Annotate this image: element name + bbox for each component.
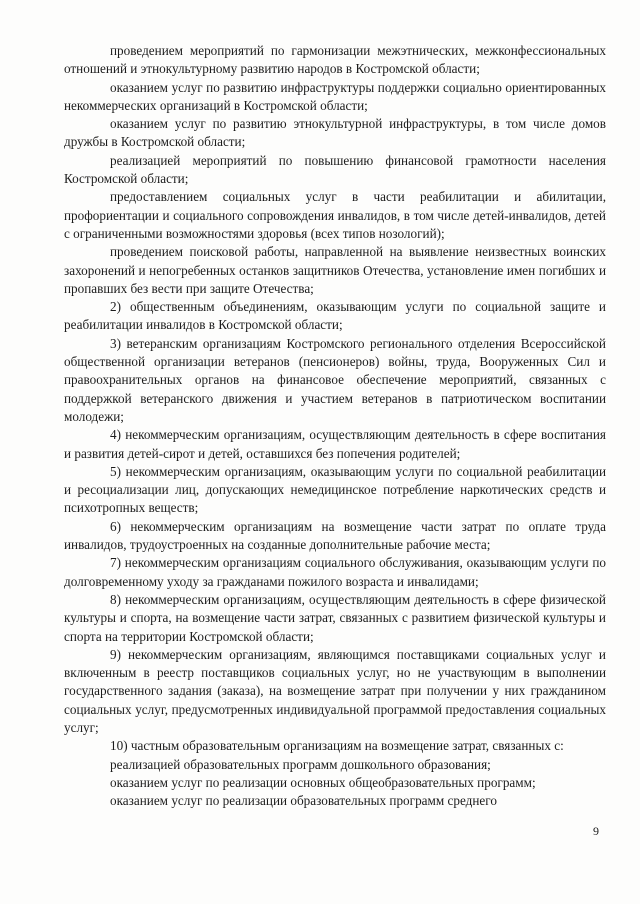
- paragraph: 8) некоммерческим организациям, осуществляющим деятельность в сфере физической культуры и спорта, на возмещение части затрат, связанных с развитием физической культуры и спорта на территории Костромской области;: [64, 591, 606, 644]
- paragraph: оказанием услуг по развитию этнокультурной инфраструктуры, в том числе домов дружбы в Костромской области;: [64, 116, 606, 150]
- paragraph: 3) ветеранским организациям Костромского регионального отделения Всероссийской общественной организации ветеранов (пенсионеров) войны, труда, Вооруженных Сил и правоохранительных органов на финансовое обеспечение мероприятий, связанных с поддержкой ветеранского движения и участием ветеранов в патриотическом воспитании молодежи;: [64, 335, 606, 424]
- paragraph: 5) некоммерческим организациям, оказывающим услуги по социальной реабилитации и ресоциализации лиц, допускающих немедицинское потребление наркотических средств и психотропных веществ;: [64, 463, 606, 516]
- paragraph: оказанием услуг по развитию инфраструктуры поддержки социально ориентированных некоммерческих организаций в Костромской области;: [64, 79, 606, 113]
- paragraph: 10) частным образовательным организациям на возмещение затрат, связанных с:: [110, 738, 564, 754]
- paragraph: 6) некоммерческим организациям на возмещение части затрат по оплате труда инвалидов, трудоустроенных на созданные дополнительные рабочие места;: [64, 518, 606, 553]
- page-number: 9: [593, 824, 599, 838]
- body-text: [64, 42, 606, 810]
- paragraph: 7) некоммерческим организациям социального обслуживания, оказывающим услуги по долговременному уходу за гражданами пожилого возраста и инвалидами;: [64, 555, 606, 589]
- paragraph: 2) общественным объединениям, оказывающим услуги по социальной защите и реабилитации инвалидов в Костромской области;: [64, 299, 606, 333]
- paragraph: реализацией мероприятий по повышению финансовой грамотности населения Костромской области;: [64, 152, 606, 187]
- paragraph: 4) некоммерческим организациям, осуществляющим деятельность в сфере воспитания и развития детей-сирот и детей, оставшихся без попечения родителей;: [64, 427, 606, 461]
- paragraph: проведением поисковой работы, направленной на выявление неизвестных воинских захоронений и непогребенных останков защитников Отечества, установление имен погибших и пропавших без вести при защите Отечества;: [64, 244, 606, 296]
- paragraph: предоставлением социальных услуг в части реабилитации и абилитации, профориентации и социального сопровождения инвалидов, в том числе детей-инвалидов, детей с ограниченными возможностями здоровья (всех типов нозологий);: [64, 189, 606, 241]
- paragraph: реализацией образовательных программ дошкольного образования;: [110, 756, 491, 772]
- paragraph: оказанием услуг по реализации образовательных программ среднего: [110, 793, 497, 809]
- paragraph: оказанием услуг по реализации основных общеобразовательных программ;: [110, 774, 536, 790]
- paragraph: проведением мероприятий по гармонизации межэтнических, межконфессиональных отношений и этнокультурному развитию народов в Костромской области;: [64, 43, 606, 77]
- paragraph: 9) некоммерческим организациям, являющимся поставщиками социальных услуг и включенным в реестр поставщиков социальных услуг, но не участвующим в выполнении государственного задания (заказа), на возмещение затрат при получении у них гражданином социальных услуг, предусмотренных индивидуальной программой предоставления социальных услуг;: [64, 646, 606, 735]
